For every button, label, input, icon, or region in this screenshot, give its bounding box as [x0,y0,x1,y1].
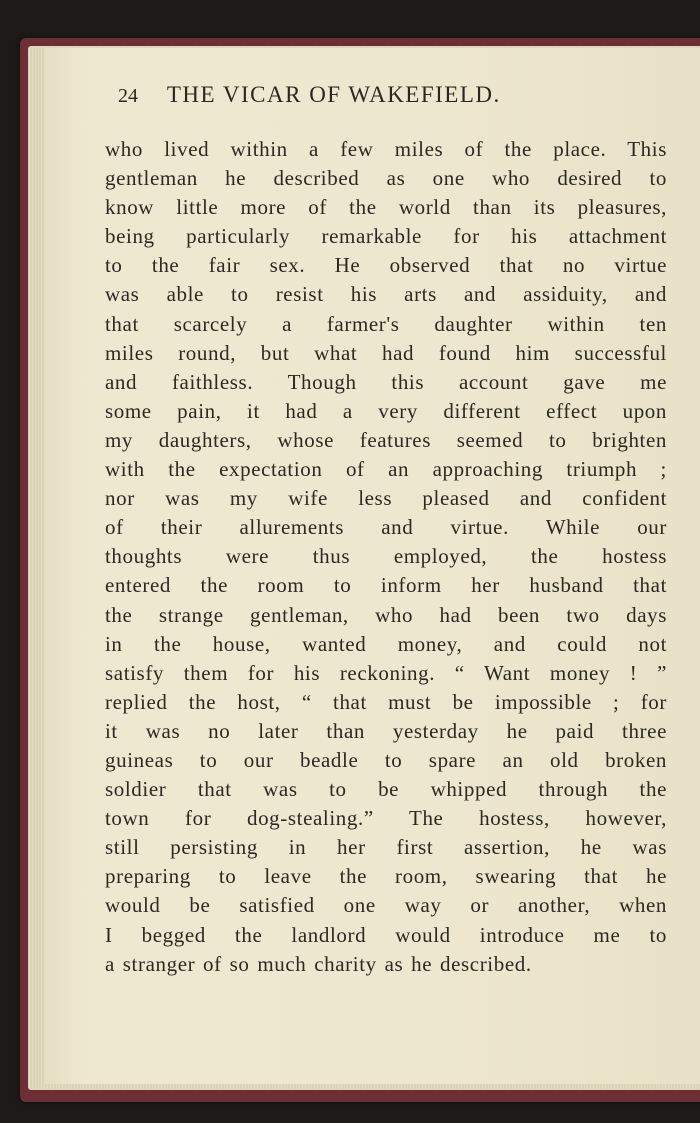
text-line: soldier that was to be whipped through the [105,777,667,802]
text-line: town for dog-stealing.” The hostess, however, [105,806,667,831]
text-line: replied the host, “ that must be impossible ; for [105,689,667,714]
text-line: my daughters, whose features seemed to brighten [105,427,667,452]
text-line: thoughts were thus employed, the hostess [105,544,667,569]
text-line: that scarcely a farmer's daughter within ten [105,311,667,336]
running-title: THE VICAR OF WAKEFIELD. [166,82,501,107]
text-line: know little more of the world than its pleasures, [105,195,667,220]
text-line: guineas to our beadle to spare an old broken [105,747,667,772]
text-line: gentleman he described as one who desired to [105,166,667,191]
text-line: a stranger of so much charity as he described. [105,951,532,976]
text-line: would be satisfied one way or another, when [105,893,667,918]
body-text [105,135,667,979]
text-line: entered the room to inform her husband that [105,573,667,598]
text-line: satisfy them for his reckoning. “ Want money ! ” [105,660,667,685]
running-header [118,82,501,108]
text-line: to the fair sex. He observed that no virtue [105,253,667,278]
text-line: nor was my wife less pleased and confident [105,486,667,511]
text-line: of their allurements and virtue. While our [105,515,667,540]
text-line: preparing to leave the room, swearing that he [105,864,667,889]
text-line: who lived within a few miles of the place. This [105,137,667,161]
text-line: miles round, but what had found him successful [105,340,667,365]
text-line: being particularly remarkable for his attachment [105,224,667,249]
text-line: and faithless. Though this account gave me [105,369,667,394]
page-number: 24 [118,85,138,107]
text-line: with the expectation of an approaching triumph ; [105,457,667,482]
text-line: was able to resist his arts and assiduity, and [105,282,667,307]
text-line: the strange gentleman, who had been two days [105,602,667,627]
text-line: in the house, wanted money, and could not [105,631,667,656]
text-line: still persisting in her first assertion, he was [105,835,667,860]
text-line: it was no later than yesterday he paid three [105,718,667,743]
text-line: some pain, it had a very different effect upon [105,398,667,423]
text-line: I begged the landlord would introduce me to [105,922,667,947]
